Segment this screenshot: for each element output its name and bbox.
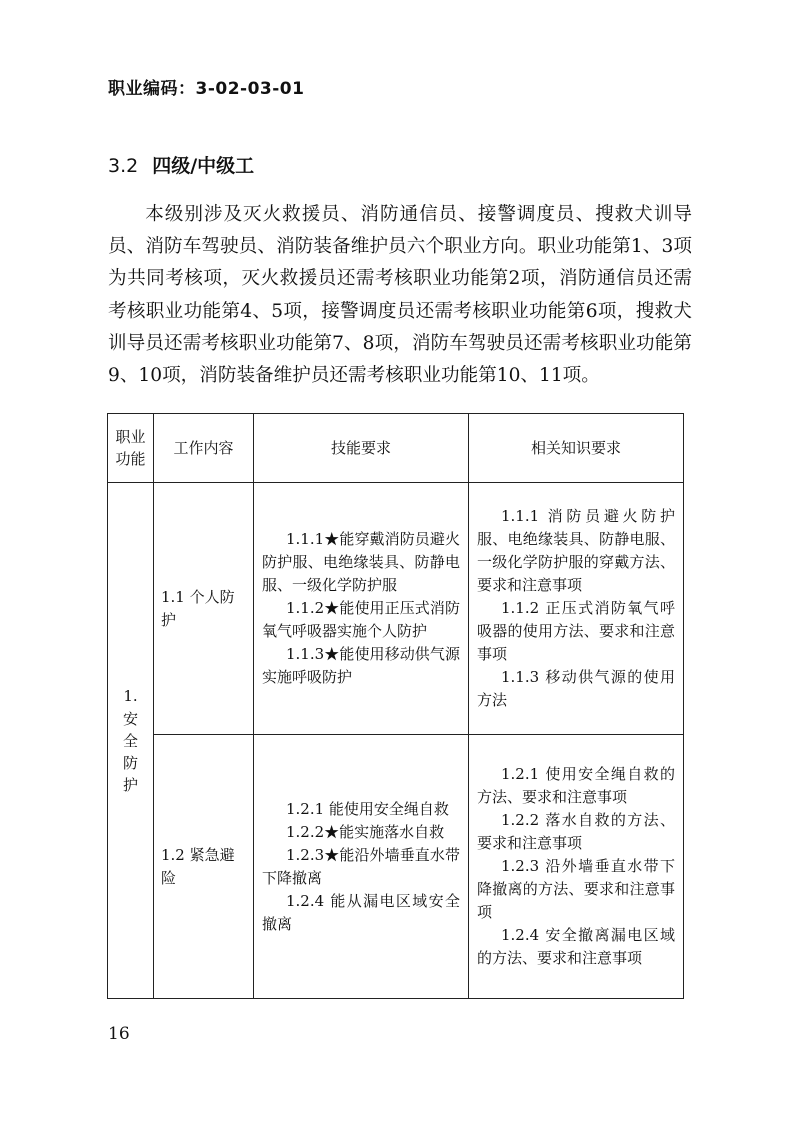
knowledge-cell (469, 483, 684, 735)
skill-cell (254, 483, 469, 735)
work-content-cell: 1.1 个人防护 (154, 483, 254, 735)
occupation-code: 职业编码：3-02-03-01 (108, 79, 305, 99)
function-number: 1. (123, 686, 138, 705)
section-heading (108, 151, 254, 178)
knowledge-item: 1.1.2 正压式消防氧气呼吸器的使用方法、要求和注意事项 (477, 599, 675, 663)
knowledge-item: 1.1.1 消防员避火防护服、电绝缘装具、防静电服、一级化学防护服的穿戴方法、要求和注意事项 (477, 507, 675, 594)
skill-item: 1.2.1 能使用安全绳自救 (286, 799, 449, 818)
section-number: 3.2 (108, 155, 139, 177)
header-work: 工作内容 (154, 414, 254, 483)
table-header-row (108, 414, 684, 483)
header-knowledge: 相关知识要求 (469, 414, 684, 483)
knowledge-item: 1.2.3 沿外墙垂直水带下降撤离的方法、要求和注意事项 (477, 857, 675, 921)
knowledge-item: 1.2.4 安全撤离漏电区域的方法、要求和注意事项 (477, 926, 675, 967)
knowledge-item: 1.2.2 落水自救的方法、要求和注意事项 (477, 811, 675, 852)
knowledge-item: 1.2.1 使用安全绳自救的方法、要求和注意事项 (477, 765, 675, 806)
header-skill: 技能要求 (254, 414, 469, 483)
skill-item: 1.1.3★能使用移动供气源实施呼吸防护 (262, 645, 460, 686)
section-title: 四级/中级工 (152, 155, 255, 177)
table-row (108, 483, 684, 735)
intro-paragraph: 本级别涉及灭火救援员、消防通信员、接警调度员、搜救犬训导员、消防车驾驶员、消防装备维护员六个职业方向。职业功能第1、3项为共同考核项，灭火救援员还需考核职业功能第2项，消防通信员还需考核职业功能第4、5项，接警调度员还需考核职业功能第6项，搜救犬训导员还需考核职业功能第7、8项，消防车驾驶员还需考核职业功能第9、10项，消防装备维护员还需考核职业功能第10、11项。 (108, 204, 692, 387)
skill-item: 1.2.2★能实施落水自救 (286, 822, 445, 841)
skill-item: 1.1.2★能使用正压式消防氧气呼吸器实施个人防护 (262, 599, 460, 640)
function-cell (108, 483, 154, 999)
page-number: 16 (108, 1024, 130, 1044)
header-function: 职业功能 (108, 414, 154, 483)
skill-item: 1.2.4 能从漏电区域安全撤离 (262, 891, 460, 933)
function-name: 安全防护 (123, 709, 139, 794)
skill-item: 1.2.3★能沿外墙垂直水带下降撤离 (262, 845, 460, 887)
skills-table (107, 413, 684, 999)
skill-cell (254, 735, 469, 999)
knowledge-cell (469, 735, 684, 999)
table-row (108, 735, 684, 999)
knowledge-item: 1.1.3 移动供气源的使用方法 (477, 668, 675, 709)
skill-item: 1.1.1★能穿戴消防员避火防护服、电绝缘装具、防静电服、一级化学防护服 (262, 530, 460, 594)
work-content-cell: 1.2 紧急避险 (154, 735, 254, 999)
